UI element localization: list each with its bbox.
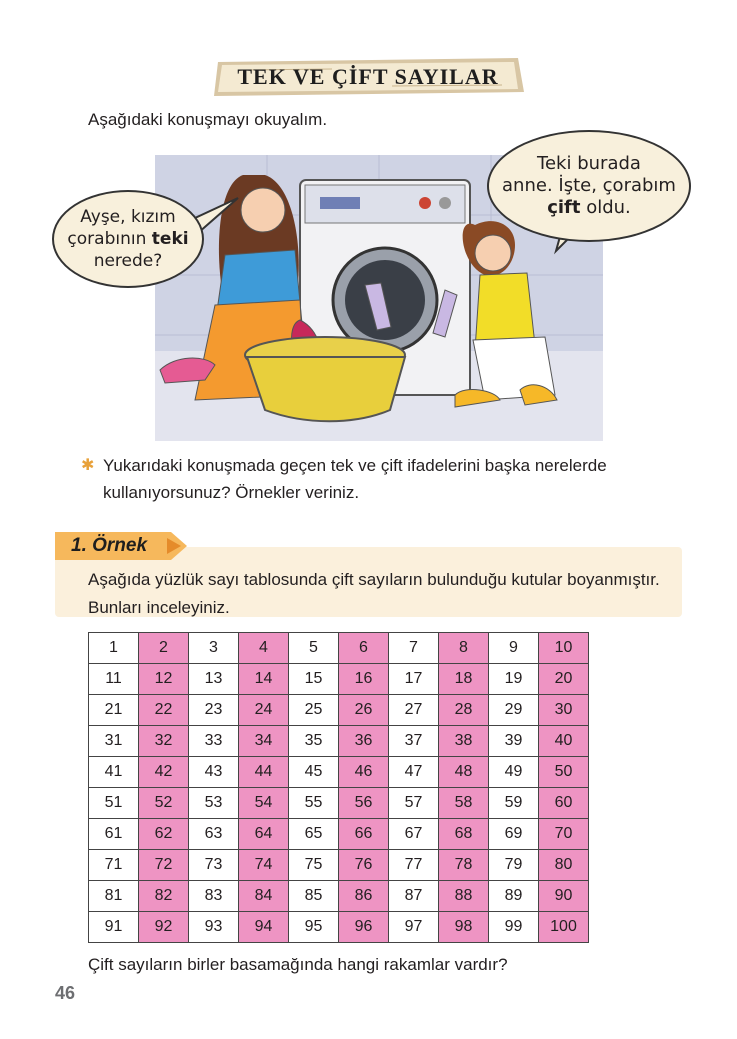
table-row bbox=[89, 633, 589, 664]
table-cell: 92 bbox=[139, 912, 189, 943]
table-cell: 12 bbox=[139, 664, 189, 695]
table-cell: 97 bbox=[389, 912, 439, 943]
table-cell: 51 bbox=[89, 788, 139, 819]
table-cell: 17 bbox=[389, 664, 439, 695]
table-cell: 21 bbox=[89, 695, 139, 726]
table-cell: 76 bbox=[339, 850, 389, 881]
bubble-left-line2-pre: çorabının bbox=[67, 229, 152, 249]
table-cell: 74 bbox=[239, 850, 289, 881]
table-cell: 87 bbox=[389, 881, 439, 912]
table-cell: 56 bbox=[339, 788, 389, 819]
table-cell: 23 bbox=[189, 695, 239, 726]
table-cell: 27 bbox=[389, 695, 439, 726]
bubble-left-line2-bold: teki bbox=[151, 229, 189, 249]
table-cell: 86 bbox=[339, 881, 389, 912]
table-cell: 47 bbox=[389, 757, 439, 788]
table-cell: 91 bbox=[89, 912, 139, 943]
table-row bbox=[89, 912, 589, 943]
table-cell: 96 bbox=[339, 912, 389, 943]
question-text: Yukarıdaki konuşmada geçen tek ve çift ifadelerini başka nerelerde kullanıyorsunuz? Örnekler veriniz. bbox=[103, 456, 607, 502]
table-cell: 22 bbox=[139, 695, 189, 726]
table-cell: 35 bbox=[289, 726, 339, 757]
table-cell: 82 bbox=[139, 881, 189, 912]
table-cell: 7 bbox=[389, 633, 439, 664]
table-cell: 25 bbox=[289, 695, 339, 726]
table-cell: 73 bbox=[189, 850, 239, 881]
table-cell: 16 bbox=[339, 664, 389, 695]
example-label: 1. Örnek bbox=[71, 535, 148, 556]
table-cell: 31 bbox=[89, 726, 139, 757]
table-cell: 49 bbox=[489, 757, 539, 788]
table-row bbox=[89, 850, 589, 881]
table-cell: 72 bbox=[139, 850, 189, 881]
example-text: Aşağıda yüzlük sayı tablosunda çift sayıların bulunduğu kutular boyanmıştır. Bunları inceleyiniz. bbox=[88, 570, 660, 617]
bubble-right-line3-post: oldu. bbox=[580, 197, 631, 218]
table-cell: 89 bbox=[489, 881, 539, 912]
table-cell: 2 bbox=[139, 633, 189, 664]
table-cell: 84 bbox=[239, 881, 289, 912]
table-row bbox=[89, 881, 589, 912]
table-cell: 53 bbox=[189, 788, 239, 819]
table-cell: 64 bbox=[239, 819, 289, 850]
table-cell: 19 bbox=[489, 664, 539, 695]
table-row bbox=[89, 726, 589, 757]
table-cell: 71 bbox=[89, 850, 139, 881]
table-cell: 55 bbox=[289, 788, 339, 819]
table-cell: 75 bbox=[289, 850, 339, 881]
page-number: 46 bbox=[55, 983, 76, 1003]
table-cell: 65 bbox=[289, 819, 339, 850]
table-cell: 28 bbox=[439, 695, 489, 726]
table-row bbox=[89, 695, 589, 726]
table-cell: 14 bbox=[239, 664, 289, 695]
table-cell: 26 bbox=[339, 695, 389, 726]
table-cell: 81 bbox=[89, 881, 139, 912]
footer-question: Çift sayıların birler basamağında hangi rakamlar vardır? bbox=[88, 955, 508, 974]
table-cell: 80 bbox=[539, 850, 589, 881]
table-cell: 98 bbox=[439, 912, 489, 943]
table-cell: 18 bbox=[439, 664, 489, 695]
table-cell: 10 bbox=[539, 633, 589, 664]
table-cell: 24 bbox=[239, 695, 289, 726]
table-cell: 3 bbox=[189, 633, 239, 664]
table-cell: 83 bbox=[189, 881, 239, 912]
table-cell: 93 bbox=[189, 912, 239, 943]
page-title: TEK VE ÇİFT SAYILAR bbox=[237, 64, 499, 89]
mother-speech-bubble bbox=[52, 190, 204, 288]
girl-speech-bubble bbox=[487, 130, 691, 242]
table-cell: 77 bbox=[389, 850, 439, 881]
table-cell: 62 bbox=[139, 819, 189, 850]
table-row bbox=[89, 757, 589, 788]
table-cell: 88 bbox=[439, 881, 489, 912]
table-cell: 1 bbox=[89, 633, 139, 664]
table-cell: 100 bbox=[539, 912, 589, 943]
table-cell: 78 bbox=[439, 850, 489, 881]
table-cell: 29 bbox=[489, 695, 539, 726]
bubble-right-line3-bold: çift bbox=[547, 197, 581, 218]
example-tag bbox=[55, 532, 187, 560]
table-cell: 40 bbox=[539, 726, 589, 757]
table-cell: 8 bbox=[439, 633, 489, 664]
intro-text: Aşağıdaki konuşmayı okuyalım. bbox=[88, 110, 328, 129]
table-cell: 63 bbox=[189, 819, 239, 850]
table-cell: 15 bbox=[289, 664, 339, 695]
table-cell: 41 bbox=[89, 757, 139, 788]
table-cell: 99 bbox=[489, 912, 539, 943]
table-cell: 43 bbox=[189, 757, 239, 788]
table-cell: 67 bbox=[389, 819, 439, 850]
table-cell: 30 bbox=[539, 695, 589, 726]
table-cell: 46 bbox=[339, 757, 389, 788]
table-cell: 45 bbox=[289, 757, 339, 788]
table-cell: 44 bbox=[239, 757, 289, 788]
table-cell: 68 bbox=[439, 819, 489, 850]
table-cell: 33 bbox=[189, 726, 239, 757]
table-cell: 5 bbox=[289, 633, 339, 664]
table-cell: 42 bbox=[139, 757, 189, 788]
table-cell: 6 bbox=[339, 633, 389, 664]
table-row bbox=[89, 819, 589, 850]
table-cell: 58 bbox=[439, 788, 489, 819]
table-cell: 48 bbox=[439, 757, 489, 788]
table-row bbox=[89, 788, 589, 819]
table-cell: 37 bbox=[389, 726, 439, 757]
table-cell: 59 bbox=[489, 788, 539, 819]
table-cell: 32 bbox=[139, 726, 189, 757]
table-cell: 9 bbox=[489, 633, 539, 664]
table-cell: 4 bbox=[239, 633, 289, 664]
table-cell: 36 bbox=[339, 726, 389, 757]
table-row bbox=[89, 664, 589, 695]
table-cell: 94 bbox=[239, 912, 289, 943]
table-cell: 38 bbox=[439, 726, 489, 757]
table-cell: 85 bbox=[289, 881, 339, 912]
table-cell: 52 bbox=[139, 788, 189, 819]
bubble-right-line2: anne. İşte, çorabım bbox=[502, 175, 676, 196]
table-cell: 70 bbox=[539, 819, 589, 850]
table-cell: 69 bbox=[489, 819, 539, 850]
table-cell: 66 bbox=[339, 819, 389, 850]
discussion-question bbox=[81, 452, 683, 506]
table-cell: 95 bbox=[289, 912, 339, 943]
bubble-right-line1: Teki burada bbox=[537, 153, 641, 174]
bubble-left-line3: nerede? bbox=[93, 251, 163, 271]
hundreds-table bbox=[88, 632, 589, 943]
table-cell: 39 bbox=[489, 726, 539, 757]
table-cell: 54 bbox=[239, 788, 289, 819]
table-cell: 57 bbox=[389, 788, 439, 819]
table-cell: 79 bbox=[489, 850, 539, 881]
table-cell: 90 bbox=[539, 881, 589, 912]
table-cell: 34 bbox=[239, 726, 289, 757]
bubble-left-line1: Ayşe, kızım bbox=[80, 207, 176, 227]
title-banner bbox=[212, 58, 524, 96]
table-cell: 61 bbox=[89, 819, 139, 850]
table-cell: 50 bbox=[539, 757, 589, 788]
table-cell: 60 bbox=[539, 788, 589, 819]
table-cell: 11 bbox=[89, 664, 139, 695]
table-cell: 13 bbox=[189, 664, 239, 695]
table-cell: 20 bbox=[539, 664, 589, 695]
asterisk-bullet-icon: ✱ bbox=[81, 457, 95, 474]
